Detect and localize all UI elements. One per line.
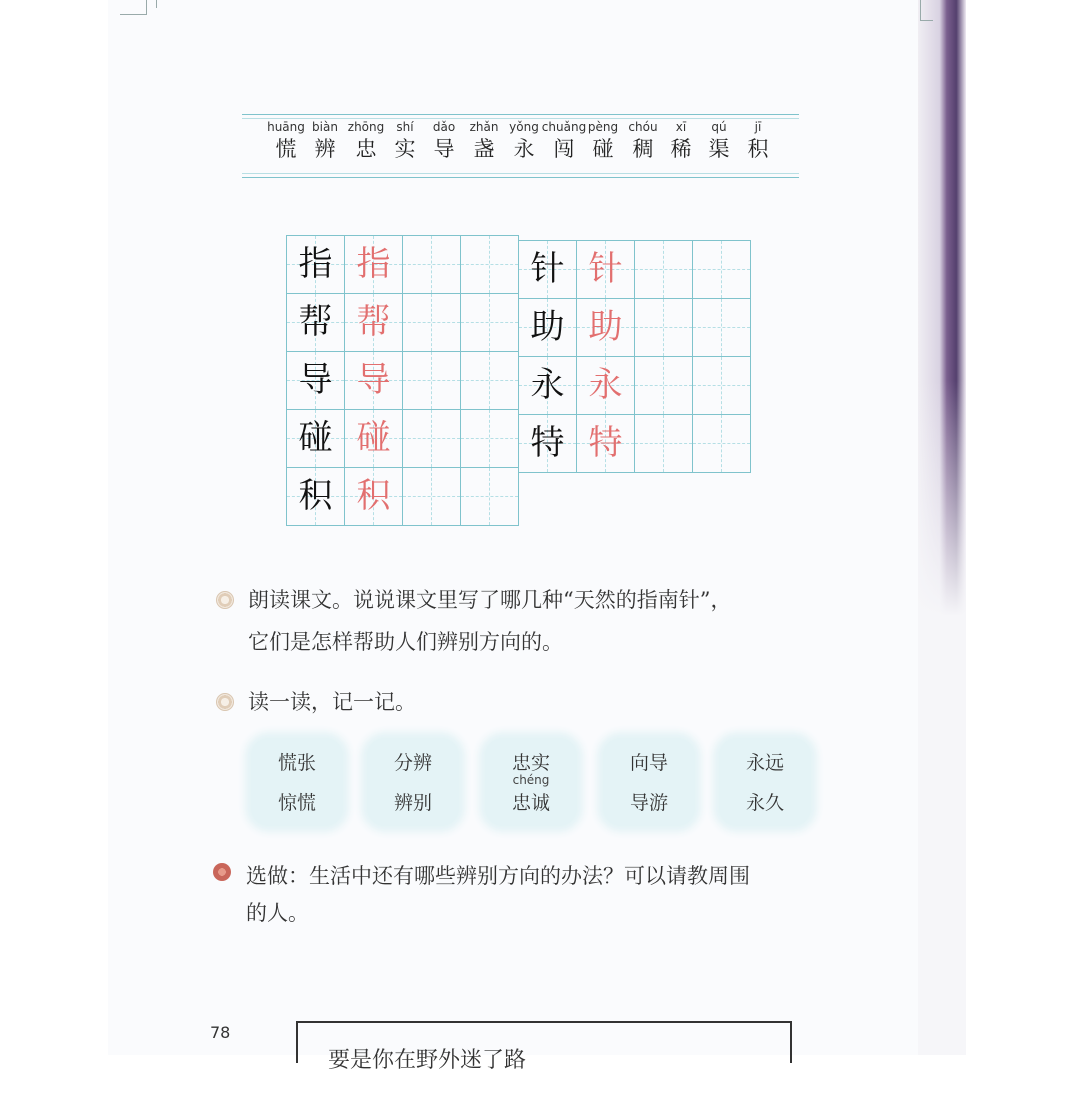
vocab-pinyin: xī — [675, 120, 687, 134]
word-card — [719, 738, 811, 826]
vocab-pinyin: huāng — [267, 120, 305, 134]
model-character-cell — [519, 241, 577, 299]
trace-character-cell — [345, 236, 403, 294]
practice-cell[interactable] — [635, 415, 693, 473]
model-character: 碰 — [298, 418, 333, 458]
model-character: 积 — [298, 476, 333, 516]
practice-cell[interactable] — [461, 468, 519, 526]
card-word-1: 慌张 — [277, 752, 316, 774]
optional-bullet-icon — [213, 863, 231, 881]
practice-cell[interactable] — [635, 241, 693, 299]
vocab-character: 稠 — [632, 137, 654, 161]
card-word-2: 忠诚 — [511, 792, 550, 814]
trace-character: 碰 — [356, 418, 391, 458]
vocab-pinyin: zhōng — [347, 120, 385, 134]
vocab-character: 碰 — [592, 137, 614, 161]
page-number: 78 — [210, 1023, 231, 1042]
vocab-character: 忠 — [355, 137, 377, 161]
trace-character: 积 — [356, 476, 391, 516]
trace-character-cell — [577, 241, 635, 299]
crop-mark — [156, 0, 165, 8]
vocab-pinyin: dǎo — [432, 120, 456, 134]
practice-cell[interactable] — [403, 294, 461, 352]
next-section-heading: 要是你在野外迷了路 — [328, 1048, 527, 1073]
trace-character: 特 — [588, 423, 623, 463]
vocab-pinyin: chuǎng — [541, 120, 587, 134]
trace-character: 指 — [356, 244, 391, 284]
trace-character: 永 — [588, 365, 623, 405]
vocab-character: 闯 — [553, 137, 575, 161]
card-word-2: 辨别 — [393, 792, 432, 814]
practice-cell[interactable] — [461, 352, 519, 410]
exercise-2-title: 读一读，记一记。 — [248, 690, 416, 714]
trace-character-cell — [577, 357, 635, 415]
practice-cell[interactable] — [461, 294, 519, 352]
writing-grid-right — [518, 240, 751, 473]
vocab-pinyin: zhǎn — [469, 120, 499, 134]
model-character-cell — [519, 415, 577, 473]
vocabulary-rule — [242, 173, 799, 174]
trace-character-cell — [345, 468, 403, 526]
practice-cell[interactable] — [635, 357, 693, 415]
practice-cell[interactable] — [693, 415, 751, 473]
crop-mark — [920, 0, 933, 21]
vocab-character: 积 — [747, 137, 769, 161]
practice-cell[interactable] — [461, 236, 519, 294]
word-card — [251, 738, 343, 826]
word-card — [485, 738, 577, 826]
trace-character-cell — [345, 410, 403, 468]
model-character-cell — [519, 299, 577, 357]
vocab-character: 实 — [394, 137, 416, 161]
vocab-pinyin: biàn — [312, 120, 338, 134]
exercise-1-line-2: 它们是怎样帮助人们辨别方向的。 — [248, 630, 563, 654]
trace-character-cell — [577, 299, 635, 357]
model-character-cell — [287, 236, 345, 294]
model-character-cell — [287, 468, 345, 526]
card-word-2: 永久 — [745, 792, 784, 814]
practice-cell[interactable] — [693, 241, 751, 299]
word-card — [603, 738, 695, 826]
card-word-1: 忠实 — [511, 752, 550, 774]
vocab-character: 盏 — [473, 137, 495, 161]
practice-cell[interactable] — [693, 357, 751, 415]
card-word-2: 导游 — [629, 792, 668, 814]
vocab-word — [728, 120, 788, 162]
practice-cell[interactable] — [461, 410, 519, 468]
vocab-pinyin: jī — [754, 120, 762, 134]
model-character: 永 — [530, 365, 565, 405]
vocabulary-bar — [242, 114, 799, 178]
crop-mark — [120, 0, 147, 15]
vocab-character: 慌 — [275, 137, 297, 161]
model-character-cell — [287, 352, 345, 410]
vocab-character: 渠 — [708, 137, 730, 161]
vocab-pinyin: shí — [396, 120, 414, 134]
model-character: 针 — [530, 249, 565, 289]
practice-cell[interactable] — [693, 299, 751, 357]
exercise-3-line-2: 的人。 — [246, 901, 309, 925]
card-word-1: 分辨 — [393, 752, 432, 774]
exercise-bullet-icon — [216, 591, 234, 609]
model-character: 特 — [530, 423, 565, 463]
trace-character: 帮 — [356, 302, 391, 342]
next-section-box — [296, 1021, 792, 1073]
practice-cell[interactable] — [635, 299, 693, 357]
practice-cell[interactable] — [403, 352, 461, 410]
vocab-pinyin: chóu — [628, 120, 658, 134]
trace-character: 针 — [588, 249, 623, 289]
writing-grid-left — [286, 235, 519, 526]
word-card — [367, 738, 459, 826]
vocabulary-rule — [242, 118, 799, 119]
trace-character: 助 — [588, 307, 623, 347]
model-character: 助 — [530, 307, 565, 347]
model-character: 导 — [298, 360, 333, 400]
trace-character-cell — [345, 352, 403, 410]
vocab-pinyin: pèng — [587, 120, 619, 134]
vocab-character: 辨 — [314, 137, 336, 161]
vocab-character: 导 — [433, 137, 455, 161]
model-character: 指 — [298, 244, 333, 284]
practice-cell[interactable] — [403, 410, 461, 468]
exercise-3-line-1: 选做：生活中还有哪些辨别方向的办法？可以请教周围 — [246, 864, 750, 888]
practice-cell[interactable] — [403, 236, 461, 294]
model-character-cell — [519, 357, 577, 415]
vocab-character: 永 — [513, 137, 535, 161]
vocab-character: 稀 — [670, 137, 692, 161]
model-character: 帮 — [298, 302, 333, 342]
vocab-pinyin: yǒng — [509, 120, 539, 134]
book-spine-fade — [918, 380, 966, 1055]
trace-character-cell — [345, 294, 403, 352]
exercise-bullet-icon — [216, 693, 234, 711]
trace-character: 导 — [356, 360, 391, 400]
trace-character-cell — [577, 415, 635, 473]
card-ruby-pinyin: chéng — [512, 773, 550, 787]
practice-cell[interactable] — [403, 468, 461, 526]
card-word-1: 永远 — [745, 752, 784, 774]
exercise-1-line-1: 朗读课文。说说课文里写了哪几种“天然的指南针”， — [248, 588, 732, 612]
model-character-cell — [287, 410, 345, 468]
vocab-pinyin: qú — [711, 120, 727, 134]
model-character-cell — [287, 294, 345, 352]
card-word-1: 向导 — [629, 752, 668, 774]
card-word-2: 惊慌 — [277, 792, 316, 814]
